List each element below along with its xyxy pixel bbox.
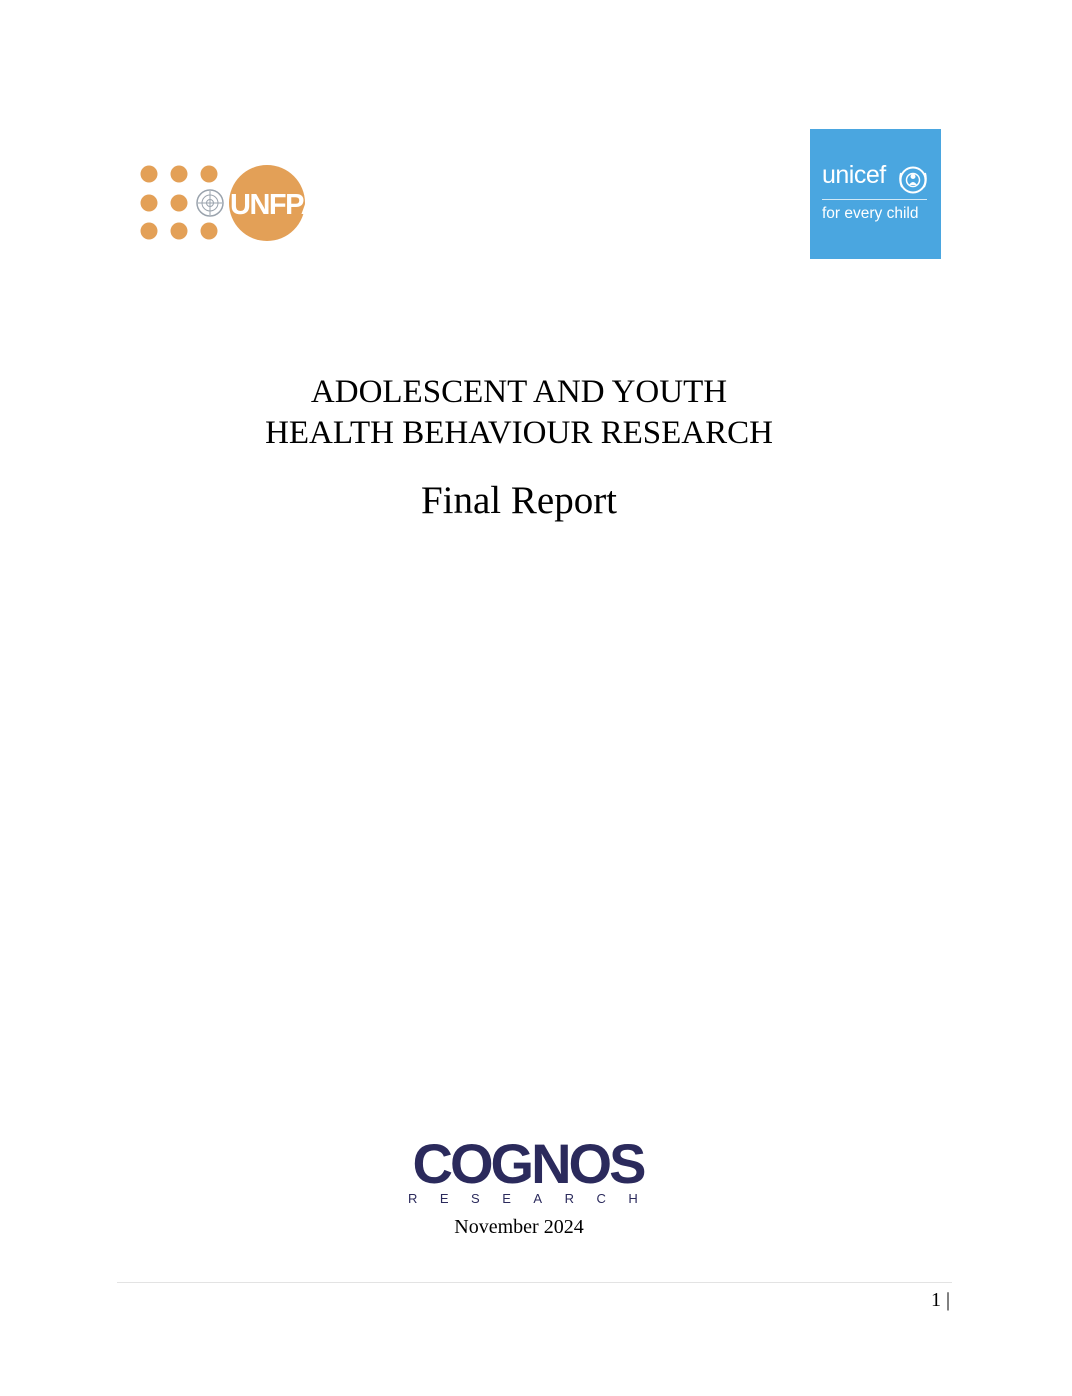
cognos-subtitle: RESEARCH [408, 1191, 661, 1206]
unfpa-logo-graphic [136, 160, 312, 246]
unicef-logo [810, 129, 941, 259]
unicef-emblem-icon [898, 165, 928, 195]
unicef-divider [822, 199, 927, 200]
page-number: 1 | [930, 1289, 950, 1311]
unfpa-logo [136, 160, 312, 246]
report-title-line-2: HEALTH BEHAVIOUR RESEARCH [265, 415, 773, 451]
unfpa-logo-text: UNFPA [230, 189, 312, 221]
report-title-line-1: ADOLESCENT AND YOUTH [310, 374, 728, 410]
footer-divider [117, 1282, 952, 1283]
cognos-research-logo [406, 1132, 661, 1210]
unicef-tagline: for every child [822, 205, 919, 222]
un-emblem-icon [197, 190, 223, 216]
unicef-wordmark: unicef [822, 161, 886, 189]
report-subtitle: Final Report [420, 479, 618, 522]
cognos-wordmark: COGNOS [412, 1132, 644, 1195]
report-date: November 2024 [454, 1216, 584, 1238]
